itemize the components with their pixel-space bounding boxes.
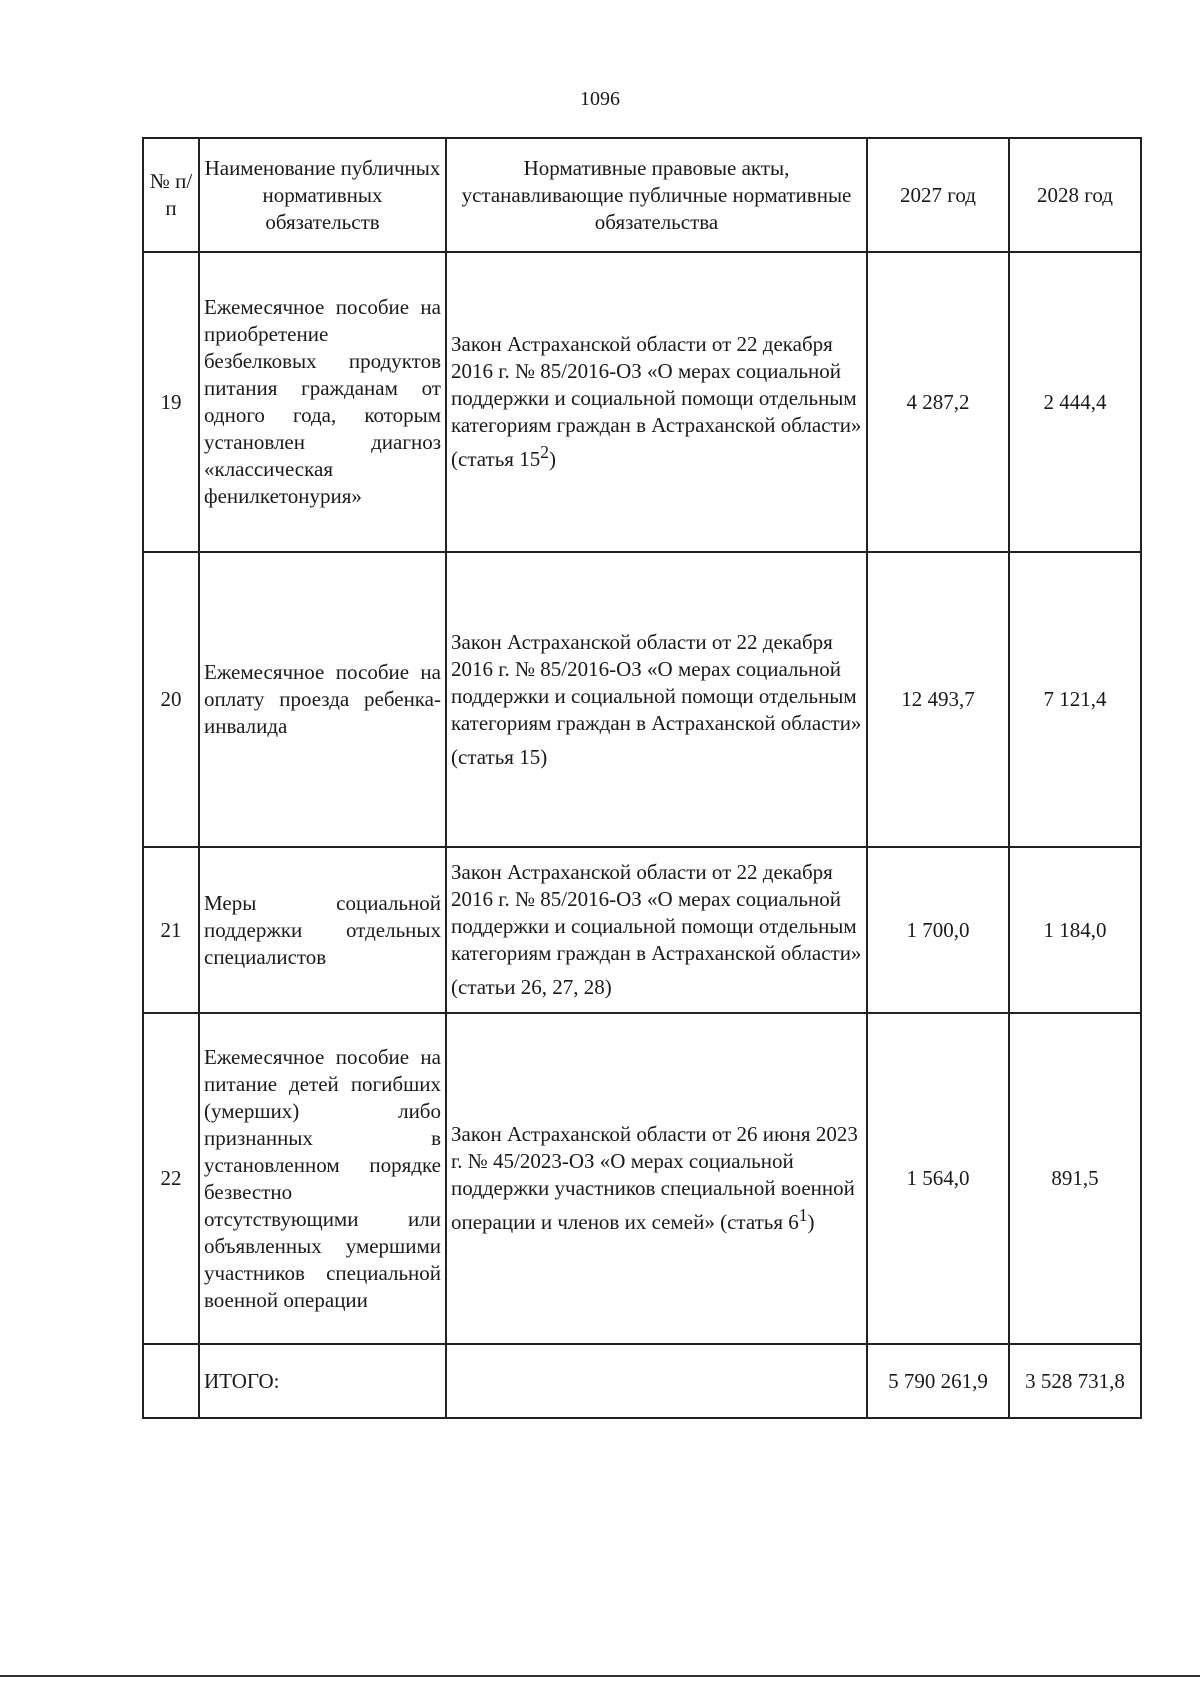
obligation-name: Ежемесячное пособие на питание детей погибших (умерших) либо признанных в установленном порядке безвестно отсутствующими или объявленных умершими участников специальной военной операции — [199, 1013, 446, 1344]
header-acts: Нормативные правовые акты, устанавливающие публичные нормативные обязательства — [446, 138, 867, 252]
amount-2027: 4 287,2 — [867, 252, 1009, 552]
obligation-name: Меры социальной поддержки отдельных специалистов — [199, 847, 446, 1013]
row-number: 19 — [143, 252, 199, 552]
total-num-cell — [143, 1344, 199, 1418]
article-superscript: 1 — [798, 1205, 808, 1225]
obligations-table — [142, 137, 1142, 1419]
table-row — [143, 847, 1141, 1013]
row-number: 22 — [143, 1013, 199, 1344]
legal-act-tail: ) — [548, 447, 556, 471]
page-number: 1096 — [580, 88, 620, 110]
header-2028: 2028 год — [1009, 138, 1141, 252]
header-2027: 2027 год — [867, 138, 1009, 252]
total-acts-cell — [446, 1344, 867, 1418]
amount-2027: 1 564,0 — [867, 1013, 1009, 1344]
total-row — [143, 1344, 1141, 1418]
amount-2027: 1 700,0 — [867, 847, 1009, 1013]
legal-act — [446, 847, 867, 1013]
amount-2028: 2 444,4 — [1009, 252, 1141, 552]
obligation-name: Ежемесячное пособие на приобретение безбелковых продуктов питания гражданам от одного года, которым установлен диагноз «классическая фенилкетонурия» — [199, 252, 446, 552]
amount-2028: 891,5 — [1009, 1013, 1141, 1344]
table-row — [143, 1013, 1141, 1344]
header-num: № п/п — [143, 138, 199, 252]
legal-act-text: Закон Астраханской области от 26 июня 2023 г. № 45/2023-ОЗ «О мерах социальной поддержки участников специальной военной операции и членов их семей» (статья 6 — [451, 1122, 858, 1234]
amount-2028: 1 184,0 — [1009, 847, 1141, 1013]
legal-act-text: Закон Астраханской области от 22 декабря 2016 г. № 85/2016-ОЗ «О мерах социальной поддержки и социальной помощи отдельным категориям граждан в Астраханской области» (статья 15) — [451, 629, 862, 769]
header-name: Наименование публичных нормативных обязательств — [199, 138, 446, 252]
table-row — [143, 252, 1141, 552]
amount-2027: 12 493,7 — [867, 552, 1009, 847]
legal-act — [446, 1013, 867, 1344]
legal-act-text: Закон Астраханской области от 22 декабря 2016 г. № 85/2016-ОЗ «О мерах социальной поддержки и социальной помощи отдельным категориям граждан в Астраханской области» (статьи 26, 27, 28) — [451, 860, 862, 999]
legal-act — [446, 552, 867, 847]
article-superscript: 2 — [540, 442, 549, 462]
table-row — [143, 552, 1141, 847]
row-number: 21 — [143, 847, 199, 1013]
legal-act-tail: ) — [807, 1210, 815, 1234]
amount-2028: 7 121,4 — [1009, 552, 1141, 847]
total-2027: 5 790 261,9 — [867, 1344, 1009, 1418]
legal-act-text: Закон Астраханской области от 22 декабря 2016 г. № 85/2016-ОЗ «О мерах социальной поддержки и социальной помощи отдельным категориям граждан в Астраханской области» (статья 15 — [451, 332, 862, 471]
obligation-name: Ежемесячное пособие на оплату проезда ребенка-инвалида — [199, 552, 446, 847]
row-number: 20 — [143, 552, 199, 847]
total-2028: 3 528 731,8 — [1009, 1344, 1141, 1418]
total-label: ИТОГО: — [199, 1344, 446, 1418]
table-header-row — [143, 138, 1141, 252]
legal-act — [446, 252, 867, 552]
bottom-divider — [0, 1675, 1200, 1677]
